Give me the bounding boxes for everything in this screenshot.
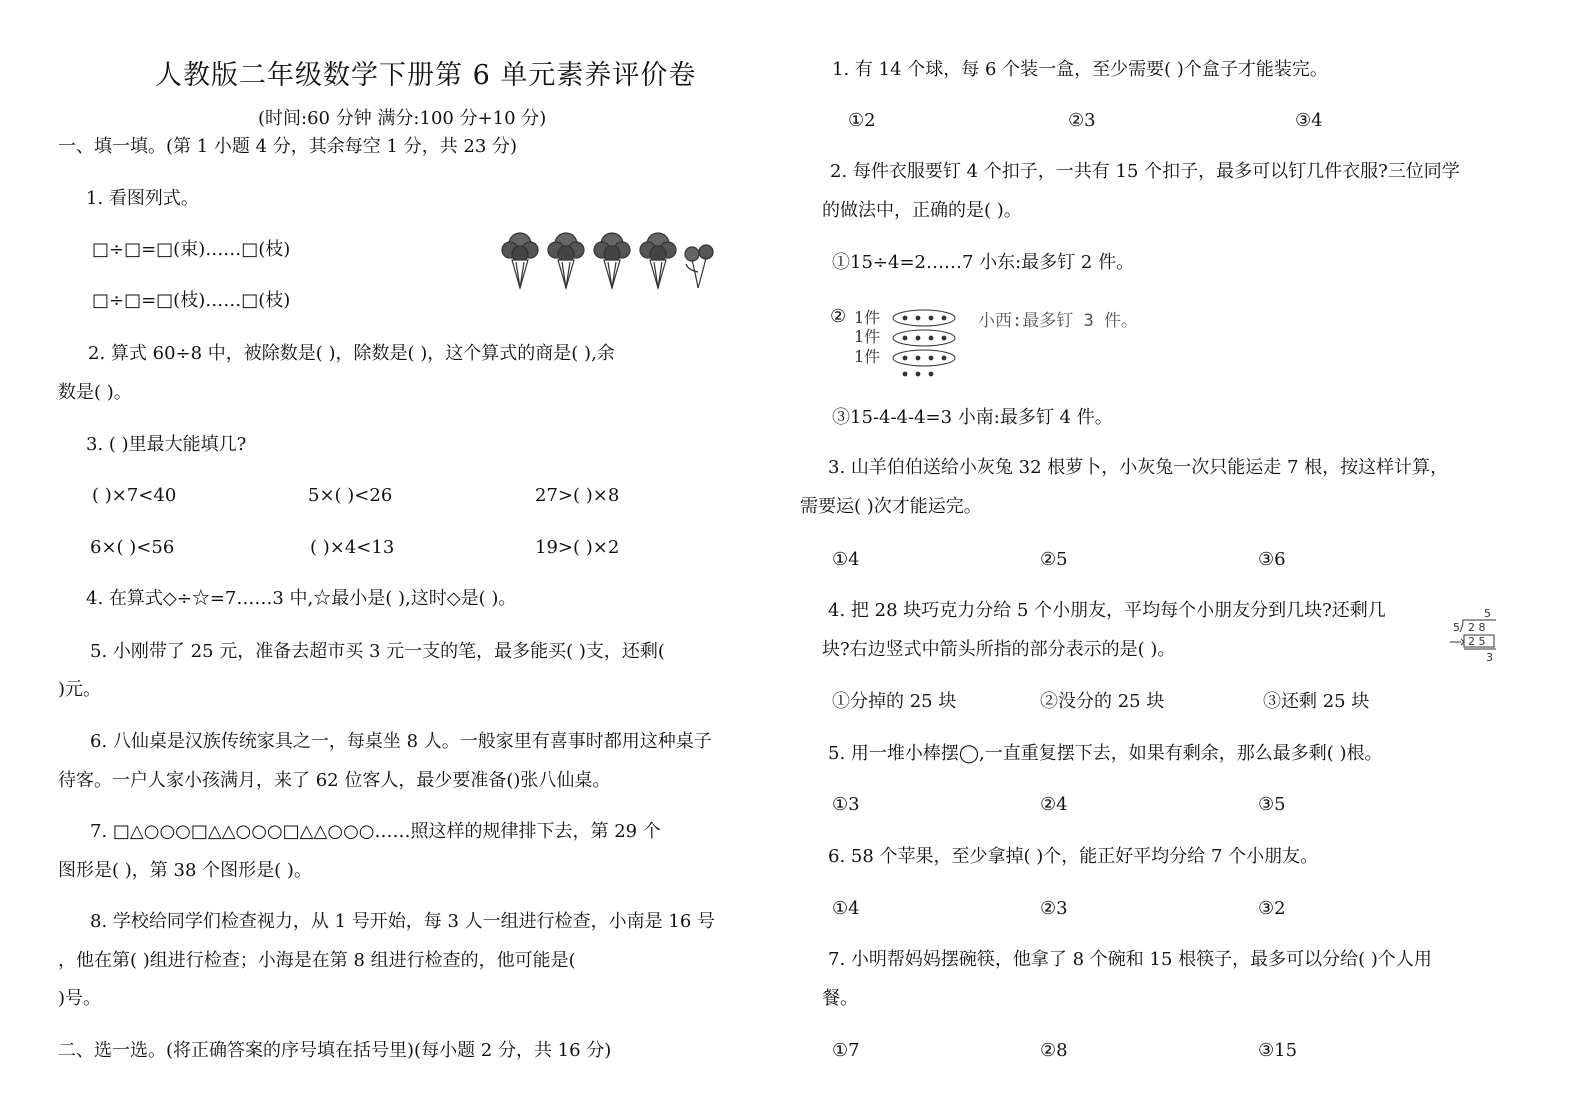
- p1-q1-label: 1. 看图列式。: [86, 188, 199, 209]
- p1-q3-item6: 19>( )×2: [535, 537, 620, 558]
- p2-q2-row1-label: 1件: [854, 308, 881, 327]
- p1-q3-label: 3. ( )里最大能填几?: [86, 434, 247, 455]
- p2-q2-option-2-mark: ②: [830, 306, 847, 327]
- p2-q3-option-1: ①4: [832, 549, 860, 570]
- p2-q2-option-2-text: 小西:最多钉 3 件。: [978, 311, 1138, 331]
- p2-q4-option-2: ②没分的 25 块: [1040, 691, 1165, 712]
- p1-q7-line2: 图形是( )，第 38 个图形是( )。: [58, 860, 312, 881]
- p1-q3-item4: 6×( )<56: [90, 537, 175, 558]
- part2-heading: 二、选一选。(将正确答案的序号填在括号里)(每小题 2 分，共 16 分): [58, 1040, 612, 1061]
- p2-q1-option-1: ①2: [848, 110, 876, 131]
- p2-q4-line1: 4. 把 28 块巧克力分给 5 个小朋友，平均每个小朋友分到几块?还剩几: [828, 600, 1386, 621]
- p1-q2-line1: 2. 算式 60÷8 中，被除数是( )，除数是( )，这个算式的商是( ),余: [88, 343, 615, 364]
- p1-q6-line2: 待客。一户人家小孩满月，来了 62 位客人，最少要准备()张八仙桌。: [58, 770, 611, 791]
- p1-q1-line1: □÷□=□(束)……□(枝): [92, 239, 291, 260]
- p1-q5-line1: 5. 小刚带了 25 元，准备去超市买 3 元一支的笔，最多能买( )支，还剩(: [90, 641, 665, 662]
- p2-q6-option-2: ②3: [1040, 898, 1068, 919]
- p2-q2-option-1: ①15÷4=2……7 小东:最多钉 2 件。: [832, 252, 1135, 273]
- right-column: [800, 0, 1584, 1119]
- p1-q8-line2: ，他在第( )组进行检查；小海是在第 8 组进行检查的，他可能是(: [58, 950, 576, 971]
- p1-q1-line2: □÷□=□(枝)……□(枝): [92, 290, 291, 311]
- p2-q1-text: 1. 有 14 个球，每 6 个装一盒，至少需要( )个盒子才能装完。: [832, 59, 1328, 80]
- p2-q2-option-2-diagram: [830, 302, 1160, 382]
- p2-q7-line2: 餐。: [822, 988, 858, 1009]
- p2-q6-text: 6. 58 个苹果，至少拿掉( )个，能正好平均分给 7 个小朋友。: [828, 846, 1319, 867]
- p2-q2-line1: 2. 每件衣服要钉 4 个扣子，一共有 15 个扣子，最多可以钉几件衣服?三位同学: [830, 161, 1460, 182]
- p1-q3-item5: ( )×4<13: [310, 537, 395, 558]
- page-subtitle: (时间:60 分钟 满分:100 分+10 分): [258, 108, 547, 129]
- p2-q6-option-1: ①4: [832, 898, 860, 919]
- p2-q3-line1: 3. 山羊伯伯送给小灰兔 32 根萝卜，小灰兔一次只能运走 7 根，按这样计算，: [828, 457, 1449, 478]
- page-title: 人教版二年级数学下册第 6 单元素养评价卷: [155, 60, 697, 91]
- p2-q2-option-3: ③15-4-4-4=3 小南:最多钉 4 件。: [832, 407, 1113, 428]
- p1-q3-item2: 5×( )<26: [308, 485, 393, 506]
- p2-q6-option-3: ③2: [1258, 898, 1286, 919]
- p2-q3-option-3: ③6: [1258, 549, 1286, 570]
- p1-q5-line2: )元。: [58, 679, 102, 700]
- p2-q2-row2-label: 1件: [854, 327, 881, 346]
- p1-q4: 4. 在算式◇÷☆=7……3 中,☆最小是( ),这时◇是( )。: [86, 588, 517, 609]
- p2-q3-line2: 需要运( )次才能运完。: [800, 496, 982, 517]
- p2-q5-text: 5. 用一堆小棒摆◯,一直重复摆下去，如果有剩余，那么最多剩( )根。: [828, 743, 1383, 764]
- p1-q6-line1: 6. 八仙桌是汉族传统家具之一，每桌坐 8 人。一般家里有喜事时都用这种桌子: [90, 731, 712, 752]
- p2-q7-option-3: ③15: [1258, 1040, 1298, 1061]
- p1-q2-line2: 数是( )。: [58, 382, 132, 403]
- p2-q3-option-2: ②5: [1040, 549, 1068, 570]
- part1-heading: 一、填一填。(第 1 小题 4 分，其余每空 1 分，共 23 分): [58, 136, 518, 157]
- p2-q2-row3-label: 1件: [854, 347, 881, 366]
- p2-q7-option-2: ②8: [1040, 1040, 1068, 1061]
- p2-q1-option-2: ②3: [1068, 110, 1096, 131]
- p2-q5-option-1: ①3: [832, 794, 860, 815]
- p2-q4-option-1: ①分掉的 25 块: [832, 691, 957, 712]
- p2-q4-option-3: ③还剩 25 块: [1263, 691, 1370, 712]
- p2-q7-option-1: ①7: [832, 1040, 860, 1061]
- division-quotient: 5: [1484, 607, 1491, 620]
- p1-q3-item1: ( )×7<40: [92, 485, 177, 506]
- p1-q8-line1: 8. 学校给同学们检查视力，从 1 号开始，每 3 人一组进行检查，小南是 16 号: [90, 911, 716, 932]
- flower-bouquets-illustration: [496, 232, 726, 298]
- p2-q2-line2: 的做法中，正确的是( )。: [822, 200, 1022, 221]
- division-product: 2 5: [1468, 635, 1486, 648]
- p2-q7-line1: 7. 小明帮妈妈摆碗筷，他拿了 8 个碗和 15 根筷子，最多可以分给( )个人用: [828, 949, 1432, 970]
- division-dividend: 2 8: [1468, 621, 1486, 634]
- p1-q3-item3: 27>( )×8: [535, 485, 620, 506]
- p2-q1-option-3: ③4: [1295, 110, 1323, 131]
- division-remainder: 3: [1486, 651, 1493, 664]
- p2-q5-option-2: ②4: [1040, 794, 1068, 815]
- division-divisor: 5: [1453, 621, 1460, 634]
- p2-q5-option-3: ③5: [1258, 794, 1286, 815]
- p2-q4-line2: 块?右边竖式中箭头所指的部分表示的是( )。: [822, 639, 1176, 660]
- p1-q7-line1: 7. □△○○○□△△○○○□△△○○○……照这样的规律排下去，第 29 个: [90, 821, 661, 842]
- p1-q8-line3: )号。: [58, 988, 102, 1009]
- long-division-diagram: [1450, 606, 1500, 666]
